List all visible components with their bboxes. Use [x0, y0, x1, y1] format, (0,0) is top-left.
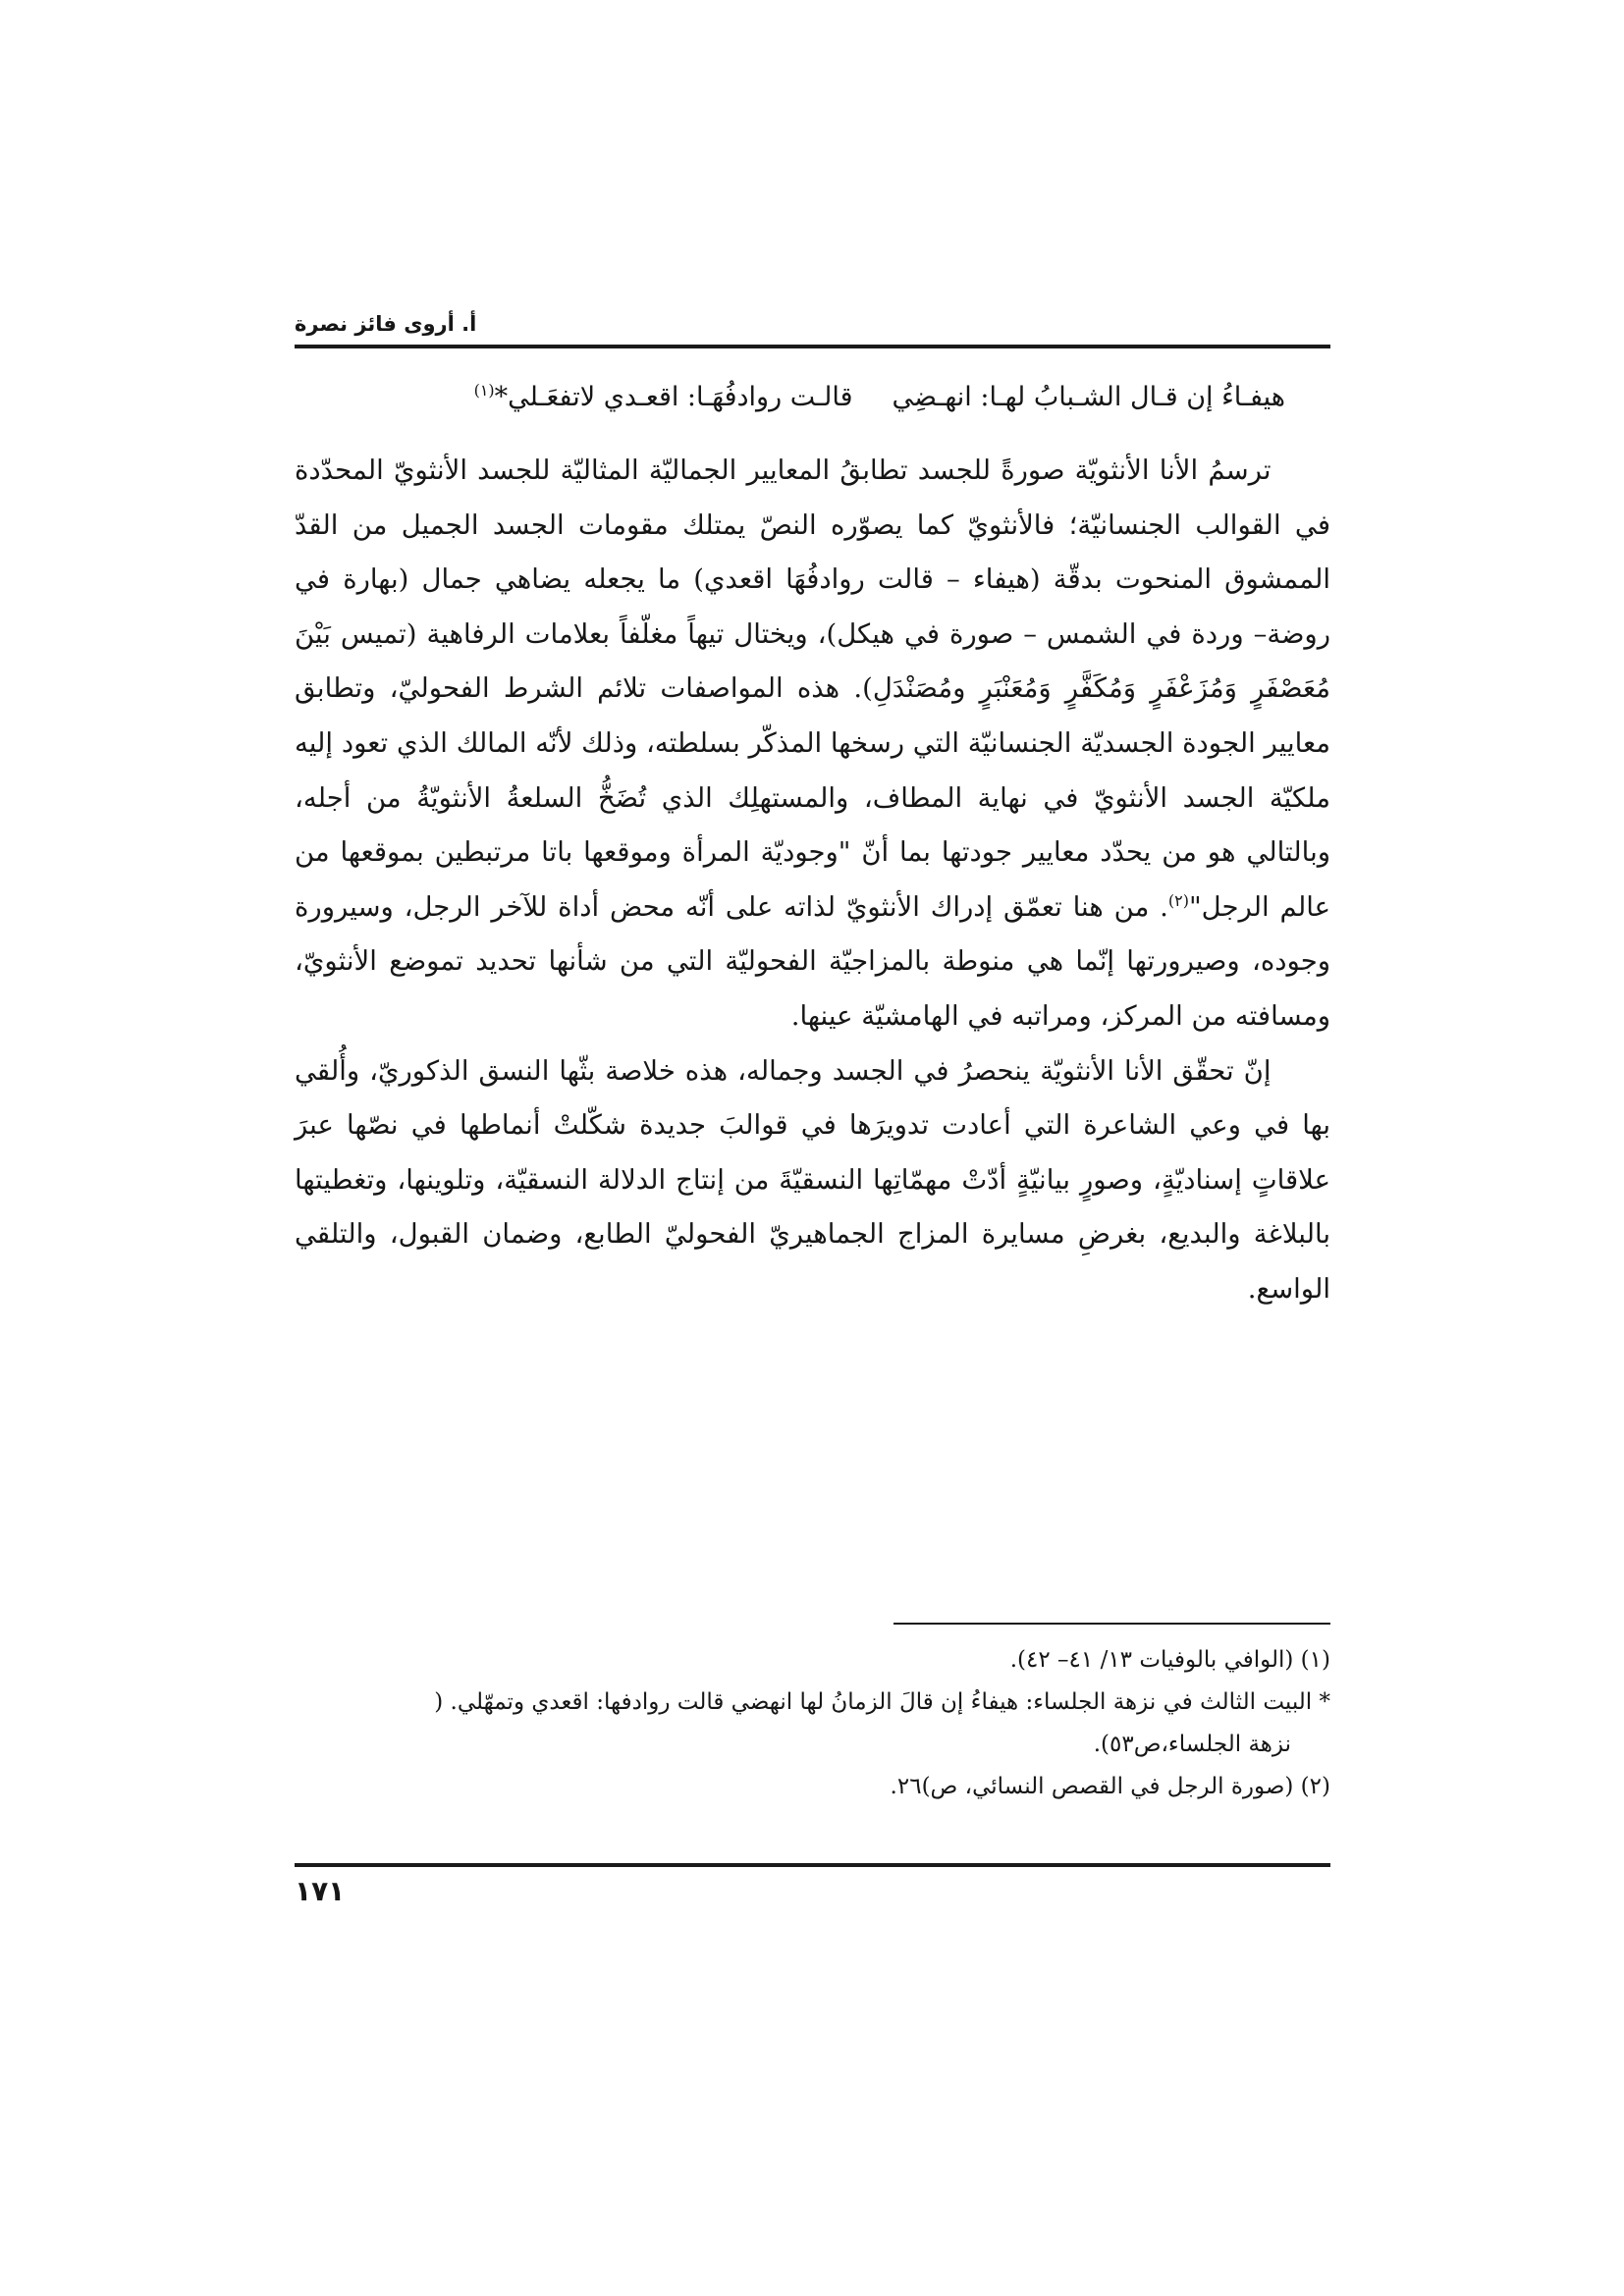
paragraph-1-continuation: . من هنا تعمّق إدراك الأنثويّ لذاته على أنّه محض أداة للآخر الرجل، وسيرورة وجوده، وصيرورتها إنّما هي منوطة بالمزاجيّة الفحوليّة التي من شأنها تحديد تموضع الأنثويّ، ومسافته من المركز، ومراتبه في الهامشيّة عينها. — [295, 890, 1330, 1032]
footer-rule — [295, 1863, 1330, 1867]
footnote-star-continuation: نزهة الجلساء،ص٥٣). — [1093, 1732, 1291, 1757]
paragraph-1-note-ref: (٢) — [1167, 890, 1189, 910]
paragraph-2: إنّ تحقّق الأنا الأنثويّة ينحصرُ في الجسد وجماله، هذه خلاصة بثّها النسق الذكوريّ، وأُلقي بها في وعي الشاعرة التي أعادت تدويرَها في قوالبَ جديدة شكّلتْ أنماطها في نصّها عبرَ علاقاتٍ إسناديّةٍ، وصورٍ بيانيّةٍ أدّتْ مهمّاتِها النسقيّةَ من إنتاج الدلالة النسقيّة، وتلوينها، وتغطيتها بالبلاغة والبديع، بغرضِ مسايرة المزاج الجماهيريّ الفحوليّ الطابع، وضمان القبول، والتلقي الواسع. — [295, 1054, 1330, 1305]
poem-verse — [295, 367, 1285, 414]
footnote-separator — [893, 1623, 1330, 1625]
verse-first-hemistich: هيفـاءُ إن قـال الشـبابُ لهـا: انهـضِي — [892, 382, 1285, 412]
footnote-2: (٢) (صورة الرجل في القصص النسائي، ص)٢٦. — [890, 1774, 1330, 1799]
verse-note-ref: (١) — [473, 381, 495, 400]
paragraph-1-text: ترسمُ الأنا الأنثويّة صورةً للجسد تطابقُ المعايير الجماليّة المثاليّة للجسد الأنثويّ المحدّدة في القوالب الجنسانيّة؛ فالأنثويّ كما يصوّره النصّ يمتلك مقومات الجسد الجميل من القدّ الممشوق المنحوت بدقّة (هيفاء – قالت روادفُهَا اقعدي) ما يجعله يضاهي جمال (بهارة في روضة– وردة في الشمس – صورة في هيكل)، ويختال تيهاً مغلّفاً بعلامات الرفاهية (تميس بَيْنَ مُعَصْفَرٍ وَمُزَعْفَرٍ وَمُكَفَّرٍ وَمُعَنْبَرٍ ومُصَنْدَلِ). هذه المواصفات تلائم الشرط الفحوليّ، وتطابق معايير الجودة الجسديّة الجنسانيّة التي رسخها المذكّر بسلطته، وذلك لأنّه المالك الذي تعود إليه ملكيّة الجسد الأنثويّ في نهاية المطاف، والمستهلِك الذي تُضَخُّ السلعةُ الأنثويّةُ من أجله، وبالتالي هو من يحدّد معايير جودتها بما أنّ "وجوديّة المرأة وموقعها باتا مرتبطين بموقعها من عالم الرجل" — [295, 454, 1330, 923]
footnote-1: (١) (الوافي بالوفيات ١٣/ ٤١– ٤٢). — [1009, 1647, 1330, 1673]
verse-star-marker: * — [494, 382, 509, 412]
paragraph-1 — [295, 444, 1330, 1044]
running-head-author: أ. أروى فائز نصرة — [295, 312, 477, 336]
footnote-star: * البيت الثالث في نزهة الجلساء: هيفاءُ إن قالَ الزمانُ لها انهضي قالت روادفها: اقعدي وتمهّلي. ( — [434, 1689, 1330, 1715]
page-number: ١٧١ — [295, 1875, 346, 1907]
footnotes — [295, 1639, 1330, 1808]
verse-second-hemistich: قالـت روادفُهَـا: اقعـدي لاتفعَـلي — [508, 382, 853, 412]
header-rule — [295, 345, 1330, 348]
body-text — [295, 444, 1330, 1317]
